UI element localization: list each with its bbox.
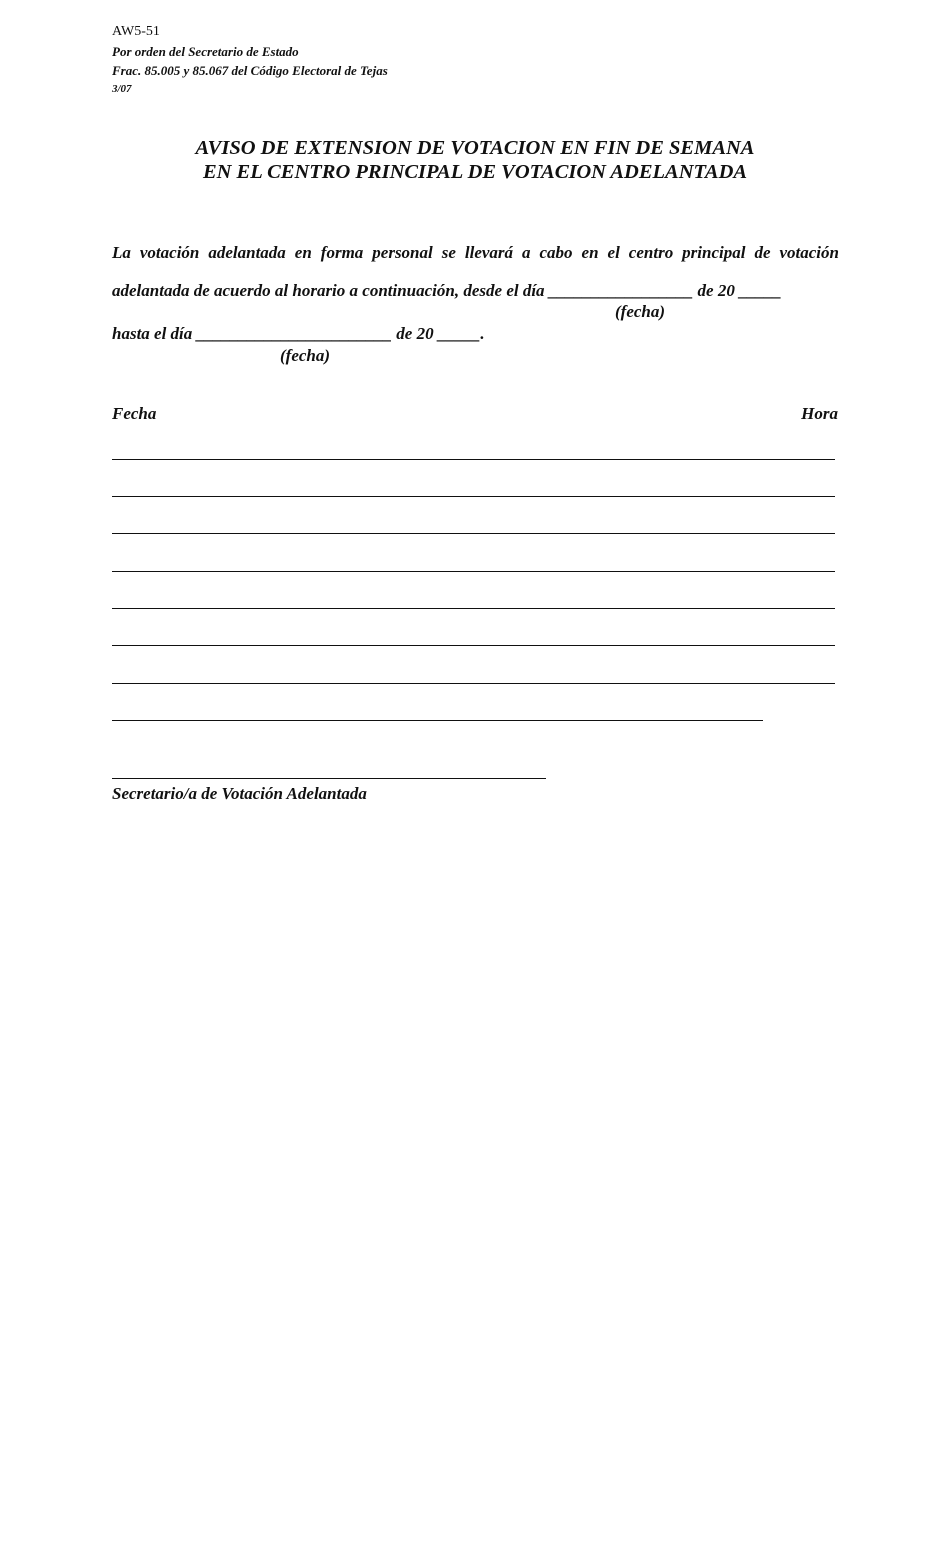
schedule-line [112, 645, 835, 646]
schedule-line [112, 533, 835, 534]
notice-line-1: La votación adelantada en forma personal se llevará a cabo en el centro principal de votación [112, 243, 839, 262]
notice-line-3: hasta el día _______________________ de 20 _____. [112, 324, 485, 343]
date-caption-2: (fecha) [280, 346, 331, 365]
column-header-time: Hora [801, 404, 838, 423]
schedule-line [112, 683, 835, 684]
column-header-date: Fecha [112, 404, 157, 423]
schedule-line [112, 571, 835, 572]
title-line-1: AVISO DE EXTENSION DE VOTACION EN FIN DE SEMANA [195, 137, 755, 159]
statute-line: Frac. 85.005 y 85.067 del Código Electoral de Tejas [112, 63, 388, 78]
revision-date: 3/07 [112, 83, 132, 95]
notice-line-2: adelantada de acuerdo al horario a continuación, desde el día _________________ de 20 _____ [112, 281, 782, 300]
title-line-2: EN EL CENTRO PRINCIPAL DE VOTACION ADELANTADA [202, 161, 748, 183]
form-id: AW5-51 [112, 24, 160, 39]
schedule-line [112, 496, 835, 497]
schedule-line [112, 608, 835, 609]
authority-line: Por orden del Secretario de Estado [112, 44, 299, 59]
schedule-line [112, 459, 835, 460]
signature-line [112, 778, 546, 779]
date-caption-1: (fecha) [615, 302, 666, 321]
schedule-line [112, 720, 763, 721]
signature-label: Secretario/a de Votación Adelantada [112, 784, 367, 803]
